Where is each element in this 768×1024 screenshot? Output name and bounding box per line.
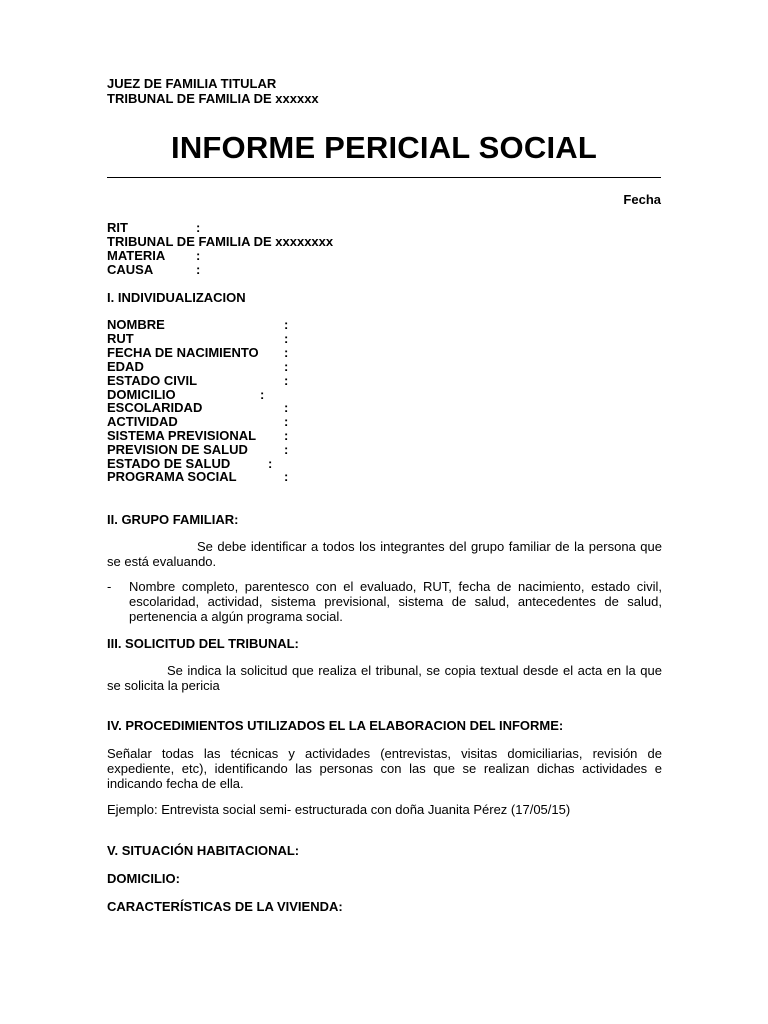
field-label: ACTIVIDAD — [107, 414, 178, 429]
field-colon: : — [284, 359, 289, 374]
document-title: INFORME PERICIAL SOCIAL — [171, 130, 597, 165]
field-colon: : — [284, 469, 289, 484]
field-colon: : — [284, 317, 289, 332]
field-colon: : — [260, 387, 265, 402]
field-label: RUT — [107, 331, 134, 346]
field-label: PROGRAMA SOCIAL — [107, 469, 237, 484]
procedimientos-example: Ejemplo: Entrevista social semi- estructurada con doña Juanita Pérez (17/05/15) — [107, 802, 571, 817]
field-label: PREVISION DE SALUD — [107, 442, 248, 457]
header-court: TRIBUNAL DE FAMILIA DE xxxxxx — [107, 91, 319, 106]
field-label: EDAD — [107, 359, 144, 374]
field-label: SISTEMA PREVISIONAL — [107, 428, 257, 443]
field-colon: : — [284, 414, 289, 429]
header-judge: JUEZ DE FAMILIA TITULAR — [107, 76, 277, 91]
field-label: MATERIA — [107, 248, 166, 263]
grupo-familiar-bullet — [107, 579, 662, 624]
field-colon: : — [268, 456, 273, 471]
procedimientos-paragraph: Señalar todas las técnicas y actividades (entrevistas, visitas domiciliarias, revisión de expediente, etc), identificando las personas con las que se realizan dichas actividades e indicando fecha de ella. — [107, 746, 662, 791]
field-colon: : — [284, 373, 289, 388]
section-individualizacion-heading: I. INDIVIDUALIZACION — [107, 290, 246, 305]
field-label: CAUSA — [107, 262, 154, 277]
section-habitacional-heading: V. SITUACIÓN HABITACIONAL: — [107, 843, 300, 858]
date-label: Fecha — [623, 192, 661, 207]
field-colon: : — [284, 345, 289, 360]
field-colon: : — [284, 442, 289, 457]
bullet-text: Nombre completo, parentesco con el evaluado, RUT, fecha de nacimiento, estado civil, escolaridad, actividad, sistema previsional, sistema de salud, antecedentes de salud, pertenencia a algún programa social. — [129, 579, 662, 624]
field-label: RIT — [107, 220, 128, 235]
section-solicitud-heading: III. SOLICITUD DEL TRIBUNAL: — [107, 636, 299, 651]
domicilio-heading: DOMICILIO: — [107, 871, 180, 886]
field-label: ESCOLARIDAD — [107, 400, 203, 415]
section-procedimientos-heading: IV. PROCEDIMIENTOS UTILIZADOS EL LA ELABORACION DEL INFORME: — [107, 718, 564, 733]
solicitud-paragraph: Se indica la solicitud que realiza el tribunal, se copia textual desde el acta en la que se solicita la pericia — [107, 663, 662, 693]
field-colon: : — [284, 400, 289, 415]
bullet-dash: - — [107, 579, 112, 594]
field-label: TRIBUNAL DE FAMILIA DE xxxxxxxx — [107, 234, 334, 249]
field-colon: : — [196, 220, 201, 235]
field-colon: : — [284, 331, 289, 346]
field-colon: : — [284, 428, 289, 443]
caracteristicas-vivienda-heading: CARACTERÍSTICAS DE LA VIVIENDA: — [107, 899, 343, 914]
grupo-familiar-paragraph: Se debe identificar a todos los integrantes del grupo familiar de la persona que se está evaluando. — [107, 539, 662, 569]
title-underline — [107, 177, 661, 178]
field-label: NOMBRE — [107, 317, 165, 332]
field-colon: : — [196, 262, 201, 277]
field-label: ESTADO CIVIL — [107, 373, 198, 388]
field-colon: : — [196, 248, 201, 263]
field-label: FECHA DE NACIMIENTO — [107, 345, 259, 360]
field-label: DOMICILIO — [107, 387, 176, 402]
field-label: ESTADO DE SALUD — [107, 456, 231, 471]
section-grupo-familiar-heading: II. GRUPO FAMILIAR: — [107, 512, 239, 527]
